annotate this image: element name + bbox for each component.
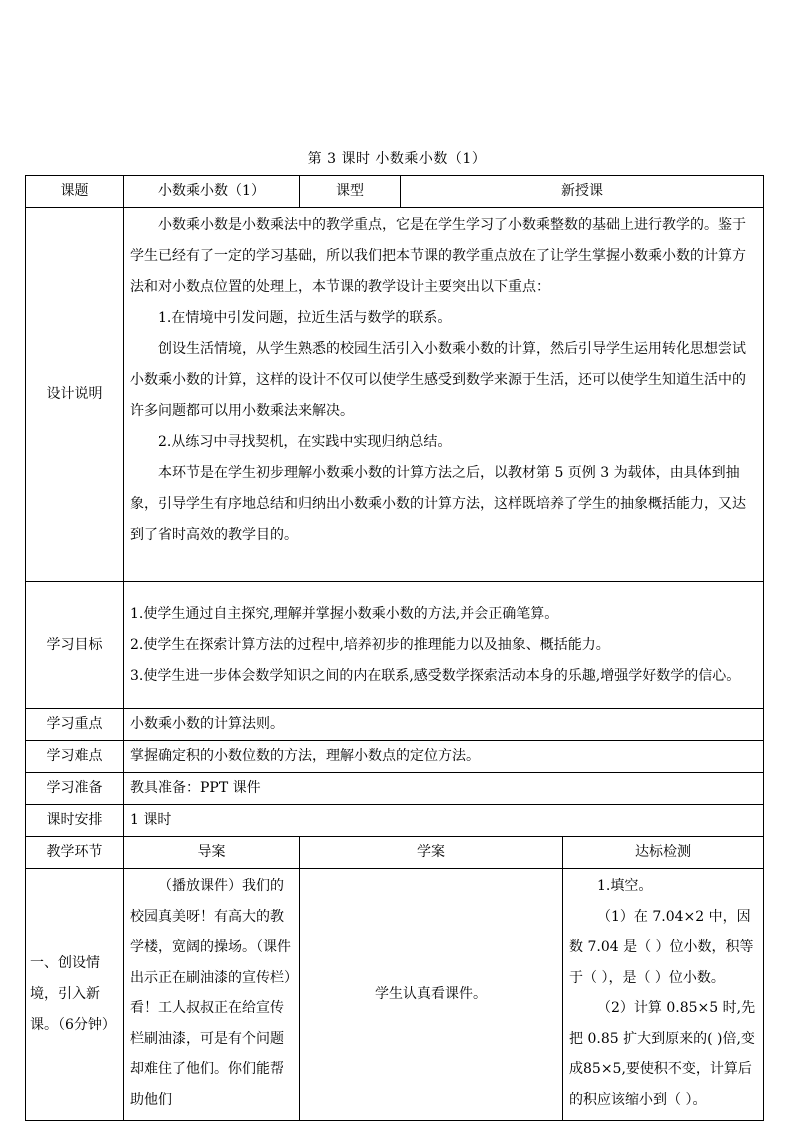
type-value: 新授课 <box>401 176 764 208</box>
design-paragraph: 本环节是在学生初步理解小数乘小数的计算方法之后，以教材第 5 页例 3 为载体，由具体到抽象，引导学生有序地总结和归纳出小数乘小数的计算方法，这样既培养了学生的抽象概括能力，又达到了省时高效的教学目的。 <box>130 465 746 543</box>
preparation-row <box>26 773 764 805</box>
goal-item: 2.使学生在探索计算方法的过程中,培养初步的推理能力以及抽象、概括能力。 <box>130 636 610 653</box>
key-point-label: 学习重点 <box>26 709 124 741</box>
difficulty-row <box>26 741 764 773</box>
page-title: 第 3 课时 小数乘小数（1） <box>307 151 487 167</box>
header-row <box>26 176 764 208</box>
column-study: 学案 <box>300 837 563 869</box>
stage1-guide-cell <box>124 869 300 1121</box>
difficulty-label: 学习难点 <box>26 741 124 773</box>
goals-label: 学习目标 <box>26 582 124 709</box>
check-item: 1.填空。 <box>597 878 653 894</box>
stage1-row <box>26 869 764 1121</box>
type-label: 课型 <box>300 176 401 208</box>
columns-row <box>26 837 764 869</box>
preparation-value: 教具准备：PPT 课件 <box>124 773 764 805</box>
key-point-row <box>26 709 764 741</box>
topic-label: 课题 <box>26 176 124 208</box>
stage1-check-cell <box>563 869 764 1121</box>
design-paragraph: 创设生活情境，从学生熟悉的校园生活引入小数乘小数的计算，然后引导学生运用转化思想尝试小数乘小数的计算，这样的设计不仅可以使学生感受到数学来源于生活，还可以使学生知道生活中的许多问题都可以用小数乘法来解决。 <box>130 341 746 419</box>
difficulty-value: 掌握确定积的小数位数的方法，理解小数点的定位方法。 <box>124 741 764 773</box>
column-guide: 导案 <box>124 837 300 869</box>
design-row <box>26 208 764 582</box>
goal-item: 1.使学生通过自主探究,理解并掌握小数乘小数的方法,并会正确笔算。 <box>130 605 559 622</box>
design-paragraph: 1.在情境中引发问题，拉近生活与数学的联系。 <box>158 310 452 326</box>
column-stage: 教学环节 <box>26 837 124 869</box>
lesson-plan-table <box>25 175 764 1121</box>
design-label: 设计说明 <box>26 208 124 582</box>
design-content <box>124 208 764 582</box>
schedule-value: 1 课时 <box>124 805 764 837</box>
design-paragraph: 小数乘小数是小数乘法中的教学重点，它是在学生学习了小数乘整数的基础上进行教学的。鉴于学生已经有了一定的学习基础，所以我们把本节课的教学重点放在了让学生掌握小数乘小数的计算方法和对小数点位置的处理上，本节课的教学设计主要突出以下重点： <box>130 217 746 295</box>
preparation-label: 学习准备 <box>26 773 124 805</box>
check-item: （1）在 7.04×2 中，因数 7.04 是（ ）位小数，积等于（ ），是（ ）位小数。 <box>569 908 754 986</box>
key-point-value: 小数乘小数的计算法则。 <box>124 709 764 741</box>
stage1-name: 一、创设情境，引入新课。（6分钟） <box>26 869 124 1121</box>
column-check: 达标检测 <box>563 837 764 869</box>
goals-row <box>26 582 764 709</box>
schedule-label: 课时安排 <box>26 805 124 837</box>
stage1-study: 学生认真看课件。 <box>300 869 563 1121</box>
topic-value: 小数乘小数（1） <box>124 176 300 208</box>
goal-item: 3.使学生进一步体会数学知识之间的内在联系,感受数学探索活动本身的乐趣,增强学好数学的信心。 <box>130 667 741 684</box>
design-paragraph: 2.从练习中寻找契机，在实践中实现归纳总结。 <box>158 434 452 450</box>
stage1-guide: （播放课件）我们的校园真美呀！有高大的教学楼，宽阔的操场。（课件出示正在刷油漆的宣传栏）看！工人叔叔正在给宣传栏刷油漆，可是有个问题却难住了他们。你们能帮助他们 <box>130 878 291 1108</box>
schedule-row <box>26 805 764 837</box>
goals-content <box>124 582 764 709</box>
check-item: （2）计算 0.85×5 时,先把 0.85 扩大到原来的( )倍,变成85×5,要使积不变，计算后的积应该缩小到（ ）。 <box>569 1000 756 1108</box>
